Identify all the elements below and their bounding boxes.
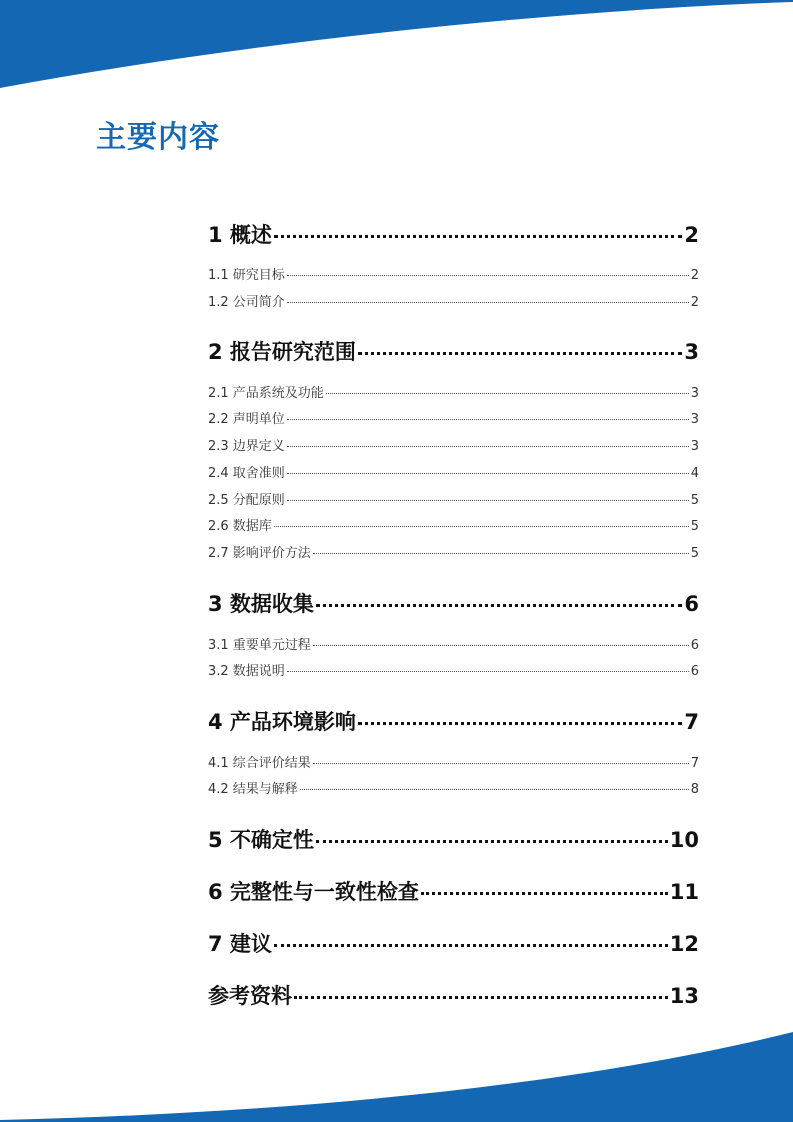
toc-entry-label: 2.3 边界定义 <box>208 439 285 454</box>
toc-dot-leader <box>313 645 689 646</box>
toc-entry-6[interactable] <box>208 877 699 907</box>
toc-entry-label: 3 数据收集 <box>208 592 314 616</box>
toc-dot-leader <box>316 840 668 843</box>
toc-entry-page: 2 <box>684 223 699 247</box>
toc-entry-4[interactable] <box>208 707 699 737</box>
toc-entry-3-1[interactable] <box>208 636 699 656</box>
toc-entry-label: 3.2 数据说明 <box>208 664 285 679</box>
page-title: 主要内容 <box>96 120 220 155</box>
toc-dot-leader <box>358 722 682 725</box>
toc-entry-references[interactable] <box>208 981 699 1011</box>
toc-entry-page: 6 <box>690 664 699 679</box>
toc-entry-page: 3 <box>684 340 699 364</box>
toc-dot-leader <box>287 419 689 420</box>
toc-entry-1-2[interactable] <box>208 293 699 313</box>
toc-entry-2-1[interactable] <box>208 384 699 404</box>
toc-dot-leader <box>274 526 689 527</box>
toc-entry-label: 2.5 分配原则 <box>208 493 285 508</box>
toc-entry-2-7[interactable] <box>208 544 699 564</box>
toc-entry-page: 12 <box>669 932 699 956</box>
toc-entry-2-4[interactable] <box>208 464 699 484</box>
toc-entry-page: 3 <box>690 386 699 401</box>
toc-entry-2-3[interactable] <box>208 437 699 457</box>
toc-entry-page: 8 <box>690 782 699 797</box>
toc-entry-1-1[interactable] <box>208 266 699 286</box>
toc-entry-2-5[interactable] <box>208 491 699 511</box>
toc-dot-leader <box>274 944 668 947</box>
toc-dot-leader <box>287 500 689 501</box>
toc-entry-page: 5 <box>690 493 699 508</box>
toc-entry-label: 1 概述 <box>208 223 272 247</box>
toc-entry-3-2[interactable] <box>208 662 699 682</box>
toc-dot-leader <box>421 892 668 895</box>
toc-entry-label: 参考资料 <box>208 984 292 1008</box>
table-of-contents <box>208 0 699 1122</box>
toc-dot-leader <box>313 553 689 554</box>
toc-entry-page: 3 <box>690 439 699 454</box>
toc-entry-label: 3.1 重要单元过程 <box>208 638 311 653</box>
toc-entry-label: 1.2 公司简介 <box>208 295 285 310</box>
toc-entry-1[interactable] <box>208 220 699 250</box>
toc-dot-leader <box>294 996 668 999</box>
toc-entry-2[interactable] <box>208 337 699 367</box>
toc-dot-leader <box>358 352 682 355</box>
toc-entry-label: 2.4 取舍准则 <box>208 466 285 481</box>
toc-entry-page: 5 <box>690 546 699 561</box>
toc-entry-page: 11 <box>669 880 699 904</box>
toc-entry-page: 2 <box>690 268 699 283</box>
toc-entry-label: 6 完整性与一致性检查 <box>208 880 419 904</box>
toc-entry-2-2[interactable] <box>208 410 699 430</box>
toc-entry-page: 7 <box>690 756 699 771</box>
toc-entry-label: 2 报告研究范围 <box>208 340 356 364</box>
toc-entry-label: 4.2 结果与解释 <box>208 782 298 797</box>
toc-entry-label: 4.1 综合评价结果 <box>208 756 311 771</box>
toc-entry-label: 2.2 声明单位 <box>208 412 285 427</box>
toc-entry-label: 7 建议 <box>208 932 272 956</box>
toc-entry-page: 6 <box>684 592 699 616</box>
toc-dot-leader <box>287 671 689 672</box>
toc-dot-leader <box>287 446 689 447</box>
toc-entry-4-1[interactable] <box>208 754 699 774</box>
toc-entry-label: 4 产品环境影响 <box>208 710 356 734</box>
toc-entry-page: 13 <box>669 984 699 1008</box>
toc-entry-label: 2.1 产品系统及功能 <box>208 386 324 401</box>
toc-entry-page: 10 <box>669 828 699 852</box>
toc-entry-page: 5 <box>690 519 699 534</box>
toc-entry-5[interactable] <box>208 825 699 855</box>
toc-entry-label: 1.1 研究目标 <box>208 268 285 283</box>
toc-dot-leader <box>287 302 689 303</box>
toc-entry-page: 6 <box>690 638 699 653</box>
toc-entry-4-2[interactable] <box>208 780 699 800</box>
toc-entry-page: 4 <box>690 466 699 481</box>
toc-entry-label: 2.7 影响评价方法 <box>208 546 311 561</box>
toc-entry-label: 5 不确定性 <box>208 828 314 852</box>
toc-entry-page: 7 <box>684 710 699 734</box>
toc-entry-page: 2 <box>690 295 699 310</box>
bottom-wave-decoration <box>0 1032 793 1122</box>
toc-dot-leader <box>274 235 682 238</box>
toc-entry-3[interactable] <box>208 589 699 619</box>
toc-dot-leader <box>287 473 689 474</box>
toc-dot-leader <box>287 275 689 276</box>
toc-dot-leader <box>316 604 682 607</box>
toc-entry-label: 2.6 数据库 <box>208 519 272 534</box>
toc-entry-2-6[interactable] <box>208 517 699 537</box>
toc-entry-page: 3 <box>690 412 699 427</box>
toc-dot-leader <box>326 393 689 394</box>
toc-dot-leader <box>313 763 689 764</box>
toc-entry-7[interactable] <box>208 929 699 959</box>
toc-dot-leader <box>300 789 689 790</box>
